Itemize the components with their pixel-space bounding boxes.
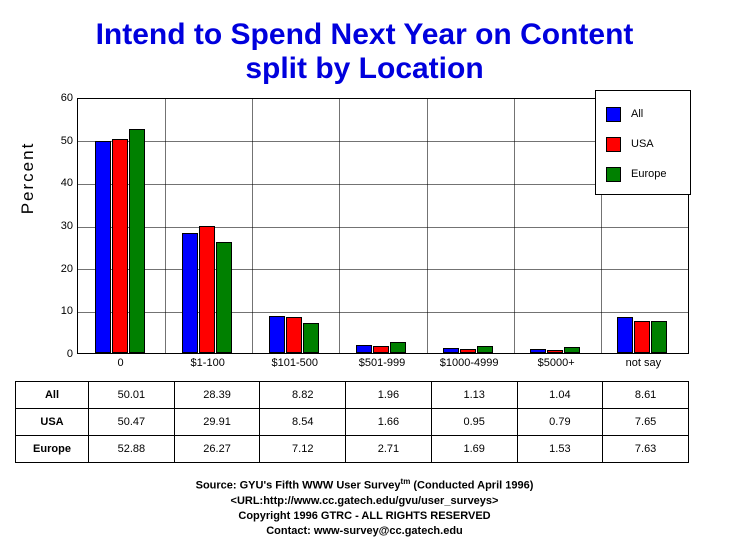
table-cell: 26.27 xyxy=(174,436,260,463)
legend-label-europe: Europe xyxy=(631,168,667,180)
bar-europe xyxy=(303,323,319,353)
y-axis-title: Percent xyxy=(18,141,37,215)
x-tick-label: $5000+ xyxy=(537,357,575,369)
bar-group xyxy=(530,99,581,353)
bar-usa xyxy=(547,350,563,353)
y-tick-label: 40 xyxy=(60,177,73,190)
footer-contact-line: Contact: www-survey@cc.gatech.edu xyxy=(266,524,463,537)
table-row-header: USA xyxy=(16,409,89,436)
footer-url-line: <URL:http://www.cc.gatech.edu/gvu/user_surveys> xyxy=(230,494,499,507)
table-cell: 7.65 xyxy=(603,409,689,436)
table-cell: 28.39 xyxy=(174,382,260,409)
legend-label-usa: USA xyxy=(631,138,654,150)
bar-group xyxy=(182,99,233,353)
footer-source-line xyxy=(0,474,729,494)
legend-swatch-usa xyxy=(606,137,621,152)
table-row xyxy=(16,382,689,409)
bar-europe xyxy=(216,242,232,353)
footer-source-date: (Conducted April 1996) xyxy=(410,479,534,492)
table-row xyxy=(16,409,689,436)
x-tick-label: $501-999 xyxy=(358,357,406,369)
bar-group xyxy=(95,99,146,353)
table-cell: 52.88 xyxy=(89,436,175,463)
y-tick-label: 60 xyxy=(60,92,73,104)
bar-group xyxy=(356,99,407,353)
legend-swatch-all xyxy=(606,107,621,122)
table-cell: 8.61 xyxy=(603,382,689,409)
table-cell: 8.82 xyxy=(260,382,346,409)
bar-all xyxy=(443,348,459,353)
bar-usa xyxy=(634,321,650,353)
table-cell: 0.79 xyxy=(517,409,603,436)
x-tick-label: not say xyxy=(625,357,662,369)
x-axis-tick-labels xyxy=(77,357,689,373)
footer-trademark: tm xyxy=(400,477,411,486)
y-axis-tick-labels xyxy=(8,92,73,360)
table-cell: 29.91 xyxy=(174,409,260,436)
table-row-header: All xyxy=(16,382,89,409)
bar-group xyxy=(443,99,494,353)
title-line-1: Intend to Spend Next Year on Content xyxy=(95,18,634,51)
bar-all xyxy=(617,317,633,354)
bar-all xyxy=(356,345,372,353)
table-cell: 1.04 xyxy=(517,382,603,409)
bar-europe xyxy=(390,342,406,354)
x-tick-label: $1000-4999 xyxy=(439,357,499,369)
y-tick-label: 20 xyxy=(60,262,73,275)
legend-item-usa xyxy=(606,129,690,159)
bar-europe xyxy=(564,347,580,354)
y-tick-label: 0 xyxy=(66,348,73,360)
footer-copyright-line: Copyright 1996 GTRC - ALL RIGHTS RESERVED xyxy=(238,509,491,522)
table-cell: 50.47 xyxy=(89,409,175,436)
bar-usa xyxy=(199,226,215,353)
table-cell: 0.95 xyxy=(431,409,517,436)
data-table xyxy=(15,381,689,463)
table-cell: 50.01 xyxy=(89,382,175,409)
table-cell: 1.69 xyxy=(431,436,517,463)
table-cell: 1.53 xyxy=(517,436,603,463)
bar-europe xyxy=(477,346,493,353)
legend-item-europe xyxy=(606,159,690,189)
table-cell: 7.63 xyxy=(603,436,689,463)
footer xyxy=(0,474,729,539)
table-cell: 1.66 xyxy=(346,409,432,436)
bar-all xyxy=(269,316,285,353)
table-row-header: Europe xyxy=(16,436,89,463)
x-tick-label: $1-100 xyxy=(190,357,225,369)
legend-item-all xyxy=(606,99,690,129)
bar-europe xyxy=(129,129,145,353)
page-title xyxy=(0,18,729,86)
bar-usa xyxy=(286,317,302,353)
legend-swatch-europe xyxy=(606,167,621,182)
table-cell: 1.13 xyxy=(431,382,517,409)
y-tick-label: 30 xyxy=(60,220,73,232)
bar-group xyxy=(269,99,320,353)
x-tick-label: 0 xyxy=(117,357,124,369)
title-line-2: split by Location xyxy=(245,52,484,85)
bar-usa xyxy=(112,139,128,353)
legend-label-all: All xyxy=(631,108,644,120)
legend xyxy=(595,90,691,195)
bar-all xyxy=(530,349,546,353)
bar-usa xyxy=(373,346,389,353)
footer-source-text: Source: GYU's Fifth WWW User Survey xyxy=(195,479,401,492)
bar-all xyxy=(182,233,198,353)
y-tick-label: 10 xyxy=(60,305,73,318)
table-cell: 7.12 xyxy=(260,436,346,463)
table-cell: 1.96 xyxy=(346,382,432,409)
bar-europe xyxy=(651,321,667,353)
x-tick-label: $101-500 xyxy=(271,357,319,369)
table-cell: 8.54 xyxy=(260,409,346,436)
y-tick-label: 50 xyxy=(60,134,73,147)
bar-all xyxy=(95,141,111,353)
bar-usa xyxy=(460,349,476,353)
table-row xyxy=(16,436,689,463)
table-cell: 2.71 xyxy=(346,436,432,463)
